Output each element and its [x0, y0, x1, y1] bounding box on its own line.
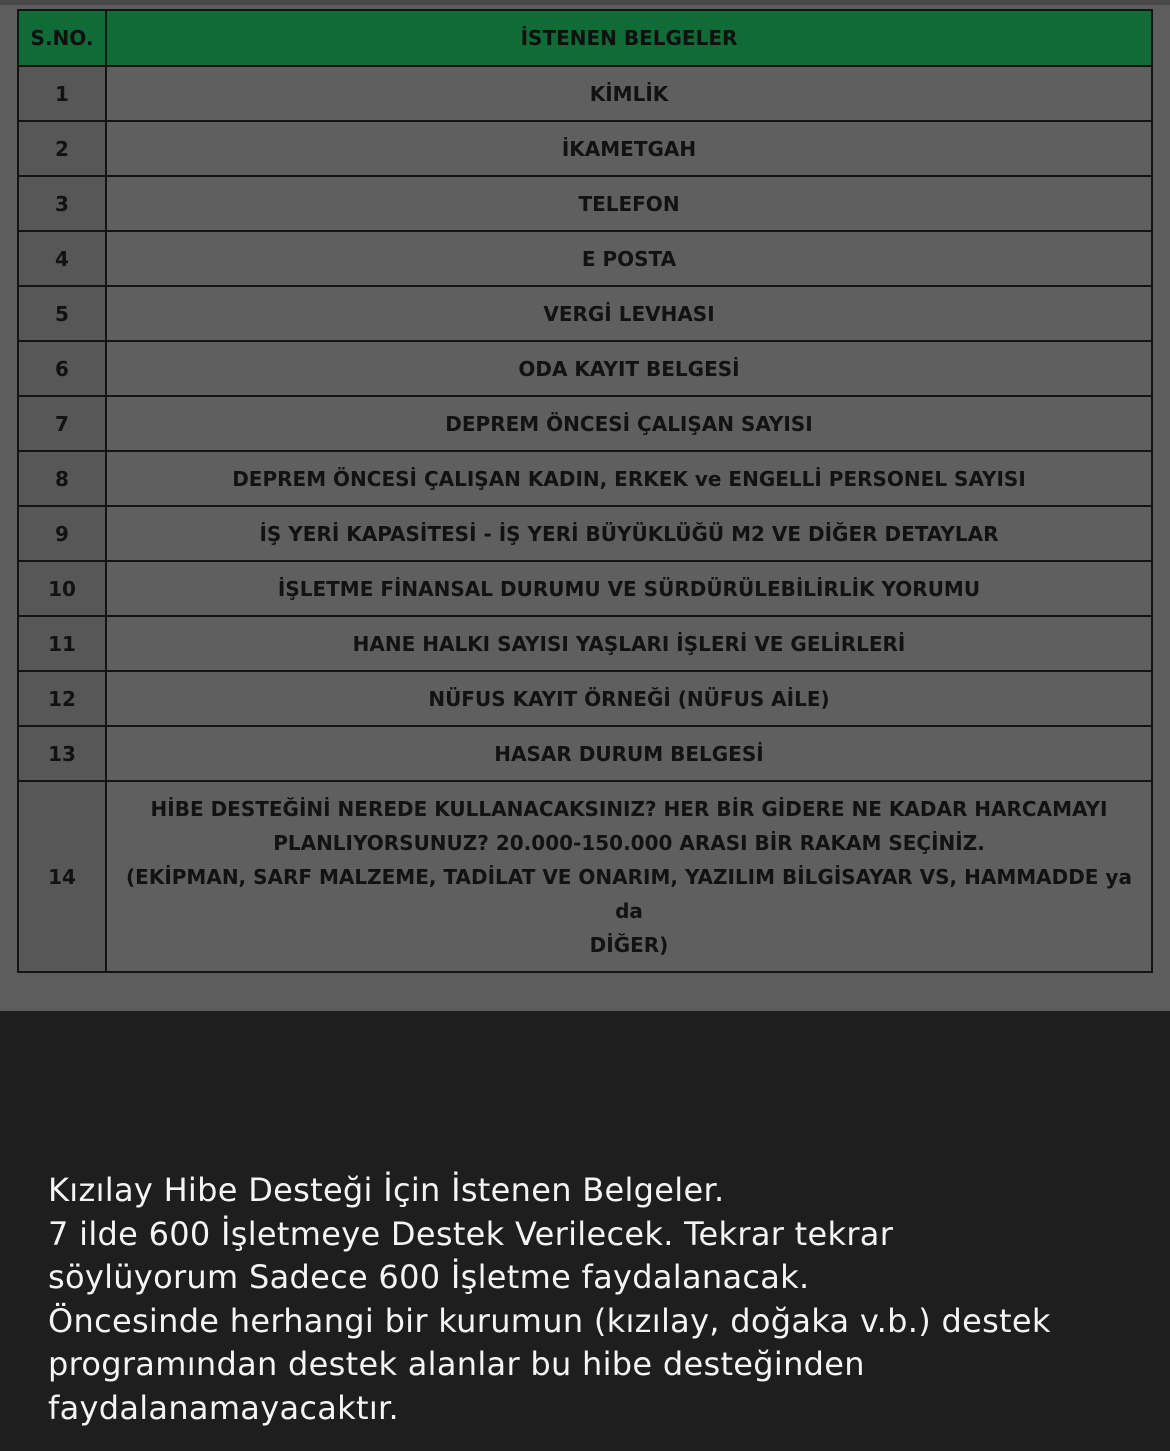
sheet-top-border [0, 0, 1170, 5]
row-number: 13 [18, 726, 106, 781]
row-document: VERGİ LEVHASI [106, 286, 1152, 341]
row-number: 12 [18, 671, 106, 726]
row-document-multiline [106, 781, 1152, 972]
table-row [18, 561, 1152, 616]
table-row [18, 396, 1152, 451]
header-documents: İSTENEN BELGELER [106, 10, 1152, 66]
table-row [18, 286, 1152, 341]
row-number: 4 [18, 231, 106, 286]
required-documents-table [17, 9, 1153, 973]
row-document: İŞ YERİ KAPASİTESİ - İŞ YERİ BÜYÜKLÜĞÜ M2 VE DİĞER DETAYLAR [106, 506, 1152, 561]
caption-line: söylüyorum Sadece 600 İşletme faydalanacak. [48, 1258, 810, 1296]
row-document: E POSTA [106, 231, 1152, 286]
row-number: 3 [18, 176, 106, 231]
row-number: 14 [18, 781, 106, 972]
table-row [18, 176, 1152, 231]
row-document: İŞLETME FİNANSAL DURUMU VE SÜRDÜRÜLEBİLİRLİK YORUMU [106, 561, 1152, 616]
grant-usage-line: PLANLIYORSUNUZ? 20.000-150.000 ARASI BİR RAKAM SEÇİNİZ. [273, 830, 985, 855]
row-document: DEPREM ÖNCESİ ÇALIŞAN KADIN, ERKEK ve ENGELLİ PERSONEL SAYISI [106, 451, 1152, 506]
caption-line: faydalanamayacaktır. [48, 1388, 400, 1427]
row-document: KİMLİK [106, 66, 1152, 121]
grant-usage-line: (EKİPMAN, SARF MALZEME, TADİLAT VE ONARIM, YAZILIM BİLGİSAYAR VS, HAMMADDE ya da [126, 864, 1132, 923]
row-document: DEPREM ÖNCESİ ÇALIŞAN SAYISI [106, 396, 1152, 451]
row-document: TELEFON [106, 176, 1152, 231]
row-number: 1 [18, 66, 106, 121]
row-document: HANE HALKI SAYISI YAŞLARI İŞLERİ VE GELİRLERİ [106, 616, 1152, 671]
table-row [18, 66, 1152, 121]
row-number: 9 [18, 506, 106, 561]
row-number: 10 [18, 561, 106, 616]
grant-usage-line: HİBE DESTEĞİNİ NEREDE KULLANACAKSINIZ? HER BİR GİDERE NE KADAR HARCAMAYI [150, 796, 1108, 821]
table-row [18, 506, 1152, 561]
row-number: 8 [18, 451, 106, 506]
row-document: İKAMETGAH [106, 121, 1152, 176]
table-row [18, 341, 1152, 396]
caption-line: Öncesinde herhangi bir kurumun (kızılay, doğaka v.b.) destek [48, 1301, 1051, 1340]
header-sno: S.NO. [18, 10, 106, 66]
row-number: 11 [18, 616, 106, 671]
caption-line: programından destek alanlar bu hibe desteğinden [48, 1345, 865, 1383]
grant-usage-line: DİĞER) [589, 932, 669, 957]
table-row-grant-usage [18, 781, 1152, 972]
table-row [18, 726, 1152, 781]
row-document: HASAR DURUM BELGESİ [106, 726, 1152, 781]
row-number: 6 [18, 341, 106, 396]
table-row [18, 616, 1152, 671]
caption-line: Kızılay Hibe Desteği İçin İstenen Belgeler. [48, 1171, 725, 1209]
table-row [18, 231, 1152, 286]
table-row [18, 671, 1152, 726]
row-number: 2 [18, 121, 106, 176]
caption-line: 7 ilde 600 İşletmeye Destek Verilecek. Tekrar tekrar [48, 1214, 894, 1253]
row-document: NÜFUS KAYIT ÖRNEĞİ (NÜFUS AİLE) [106, 671, 1152, 726]
table-header-row [18, 10, 1152, 66]
row-number: 7 [18, 396, 106, 451]
row-number: 5 [18, 286, 106, 341]
post-caption [48, 1169, 1138, 1430]
table-row [18, 121, 1152, 176]
table-row [18, 451, 1152, 506]
row-document: ODA KAYIT BELGESİ [106, 341, 1152, 396]
